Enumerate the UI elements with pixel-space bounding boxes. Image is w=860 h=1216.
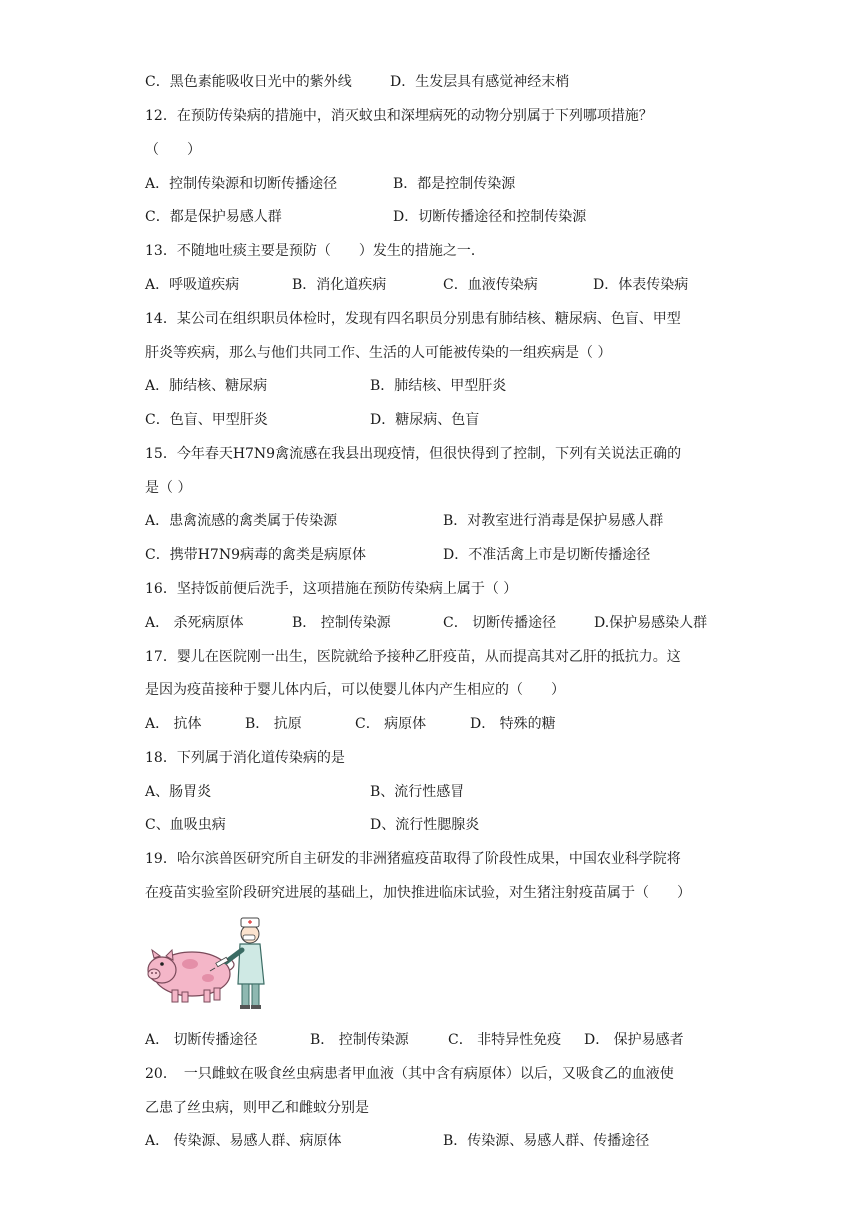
q17-option-d: D． 特殊的糖: [470, 716, 556, 732]
q13-option-d: D．体表传染病: [593, 277, 689, 293]
q18-stem: 18．下列属于消化道传染病的是: [145, 750, 345, 766]
q18-option-c: C、血吸虫病: [145, 817, 226, 833]
q19-option-c: C． 非特异性免疫: [448, 1032, 562, 1048]
q12-option-a: A．控制传染源和切断传播途径: [145, 176, 338, 192]
q18-option-a: A、肠胃炎: [145, 784, 212, 800]
q15-option-d: D．不准活禽上市是切断传播途径: [443, 547, 651, 563]
q11-option-d: D．生发层具有感觉神经末梢: [390, 74, 570, 90]
q16-option-b: B． 控制传染源: [292, 615, 391, 631]
q14-stem-line2: 肝炎等疾病，那么与他们共同工作、生活的人可能被传染的一组疾病是（ ）: [145, 345, 612, 361]
q19-stem-line1: 19．哈尔滨兽医研究所自主研发的非洲猪瘟疫苗取得了阶段性成果，中国农业科学院将: [145, 851, 681, 867]
q15-stem-line1: 15．今年春天H7N9禽流感在我县出现疫情，但很快得到了控制，下列有关说法正确的: [145, 446, 682, 462]
q14-option-b: B．肺结核、甲型肝炎: [370, 378, 507, 394]
q20-option-a: A． 传染源、易感人群、病原体: [145, 1133, 342, 1149]
q11-option-c: C．黑色素能吸收日光中的紫外线: [145, 74, 352, 90]
q13-option-c: C．血液传染病: [443, 277, 538, 293]
q17-option-b: B． 抗原: [245, 716, 302, 732]
q12-stem-line1: 12．在预防传染病的措施中，消灭蚊虫和深埋病死的动物分别属于下列哪项措施？: [145, 108, 653, 124]
q19-option-a: A． 切断传播途径: [145, 1032, 258, 1048]
q19-stem-line2: 在疫苗实验室阶段研究进展的基础上，加快推进临床试验，对生猪注射疫苗属于（ ）: [145, 885, 691, 901]
q12-stem-line2: （ ）: [145, 142, 201, 158]
q19-option-b: B． 控制传染源: [310, 1032, 409, 1048]
q15-stem-line2: 是（ ）: [145, 480, 192, 496]
q13-option-b: B．消化道疾病: [292, 277, 387, 293]
q12-option-b: B．都是控制传染源: [393, 176, 516, 192]
q15-option-b: B．对教室进行消毒是保护易感人群: [443, 513, 664, 529]
q18-option-b: B、流行性感冒: [370, 784, 465, 800]
vet-injecting-pig-illustration: [142, 912, 274, 1012]
q17-stem-line1: 17．婴儿在医院刚一出生，医院就给予接种乙肝疫苗，从而提高其对乙肝的抵抗力。这: [145, 649, 681, 665]
q17-option-c: C． 病原体: [355, 716, 427, 732]
q14-option-d: D．糖尿病、色盲: [370, 412, 480, 428]
q20-option-b: B．传染源、易感人群、传播途径: [443, 1133, 650, 1149]
q14-option-c: C．色盲、甲型肝炎: [145, 412, 268, 428]
q12-option-d: D．切断传播途径和控制传染源: [393, 209, 587, 225]
q15-option-a: A．患禽流感的禽类属于传染源: [145, 513, 338, 529]
q16-option-a: A． 杀死病原体: [145, 615, 244, 631]
q17-stem-line2: 是因为疫苗接种于婴儿体内后，可以使婴儿体内产生相应的（ ）: [145, 682, 565, 698]
q16-option-d: D.保护易感染人群: [594, 615, 708, 631]
q15-option-c: C．携带H7N9病毒的禽类是病原体: [145, 547, 366, 563]
q13-option-a: A．呼吸道疾病: [145, 277, 240, 293]
q12-option-c: C．都是保护易感人群: [145, 209, 282, 225]
q17-option-a: A． 抗体: [145, 716, 202, 732]
q13-stem: 13．不随地吐痰主要是预防（ ）发生的措施之一．: [145, 243, 485, 259]
q18-option-d: D、流行性腮腺炎: [370, 817, 480, 833]
q16-option-c: C． 切断传播途径: [443, 615, 557, 631]
q16-stem: 16．坚持饭前便后洗手，这项措施在预防传染病上属于（ ）: [145, 581, 518, 597]
q14-stem-line1: 14．某公司在组织职员体检时，发现有四名职员分别患有肺结核、糖尿病、色盲、甲型: [145, 311, 681, 327]
q19-option-d: D． 保护易感者: [584, 1032, 684, 1048]
q20-stem-line2: 乙患了丝虫病，则甲乙和雌蚊分别是: [145, 1100, 369, 1116]
q14-option-a: A．肺结核、糖尿病: [145, 378, 268, 394]
q20-stem-line1: 20． 一只雌蚊在吸食丝虫病患者甲血液（其中含有病原体）以后，又吸食乙的血液使: [145, 1066, 674, 1082]
